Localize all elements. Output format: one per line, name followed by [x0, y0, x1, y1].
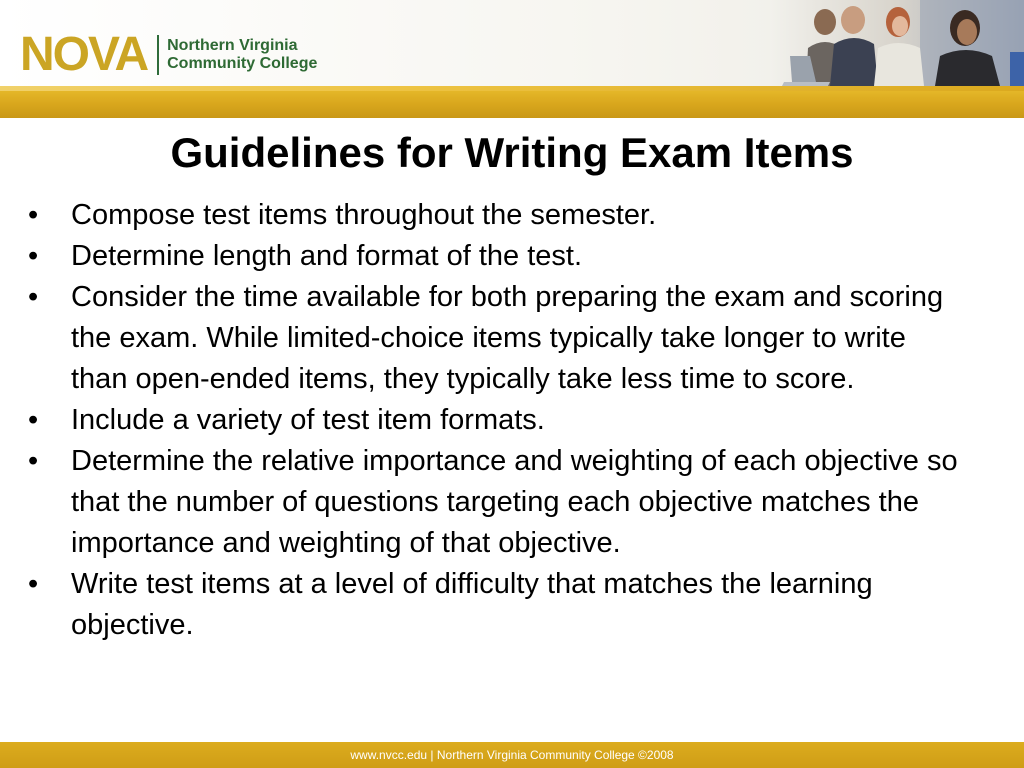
nova-logo: [20, 28, 318, 81]
bullet-item: [28, 277, 958, 400]
bullet-text: Determine length and format of the test.: [71, 240, 582, 272]
footer-text: www.nvcc.edu | Northern Virginia Community College ©2008: [350, 748, 674, 762]
bullet-icon: •: [28, 199, 39, 231]
slide-title: Guidelines for Writing Exam Items: [170, 129, 854, 176]
bullet-text: Compose test items throughout the semester.: [71, 199, 657, 231]
bullet-list: [28, 195, 958, 646]
bullet-icon: •: [28, 240, 39, 272]
header-gold-band: [0, 86, 1024, 118]
slide-footer: [0, 742, 1024, 768]
bullet-item: [28, 441, 958, 564]
bullet-icon: •: [28, 568, 39, 600]
bullet-icon: •: [28, 281, 39, 313]
bullet-item: [28, 195, 958, 236]
bullet-text: Determine the relative importance and weighting of each objective so that the number of questions targeting each objective matches the importance and weighting of that objective.: [71, 445, 958, 559]
bullet-text: Include a variety of test item formats.: [71, 404, 545, 436]
logo-college-name: [167, 37, 317, 73]
bullet-text: Write test items at a level of difficulty that matches the learning objective.: [71, 568, 873, 641]
logo-name-line2: Community College: [167, 55, 318, 72]
bullet-item: [28, 400, 958, 441]
logo-name-line1: Northern Virginia: [167, 37, 298, 54]
bullet-item: [28, 236, 958, 277]
bullet-text: Consider the time available for both preparing the exam and scoring the exam. While limited-choice items typically take longer to write than open-ended items, they typically take less time to score.: [71, 281, 944, 395]
logo-wordmark: NOVA: [20, 28, 148, 81]
bullet-icon: •: [28, 445, 39, 477]
slide-header: [0, 0, 1024, 86]
bullet-icon: •: [28, 404, 39, 436]
logo-divider: [157, 35, 159, 75]
bullet-item: [28, 564, 958, 646]
students-at-laptops-photo: [770, 0, 1024, 86]
